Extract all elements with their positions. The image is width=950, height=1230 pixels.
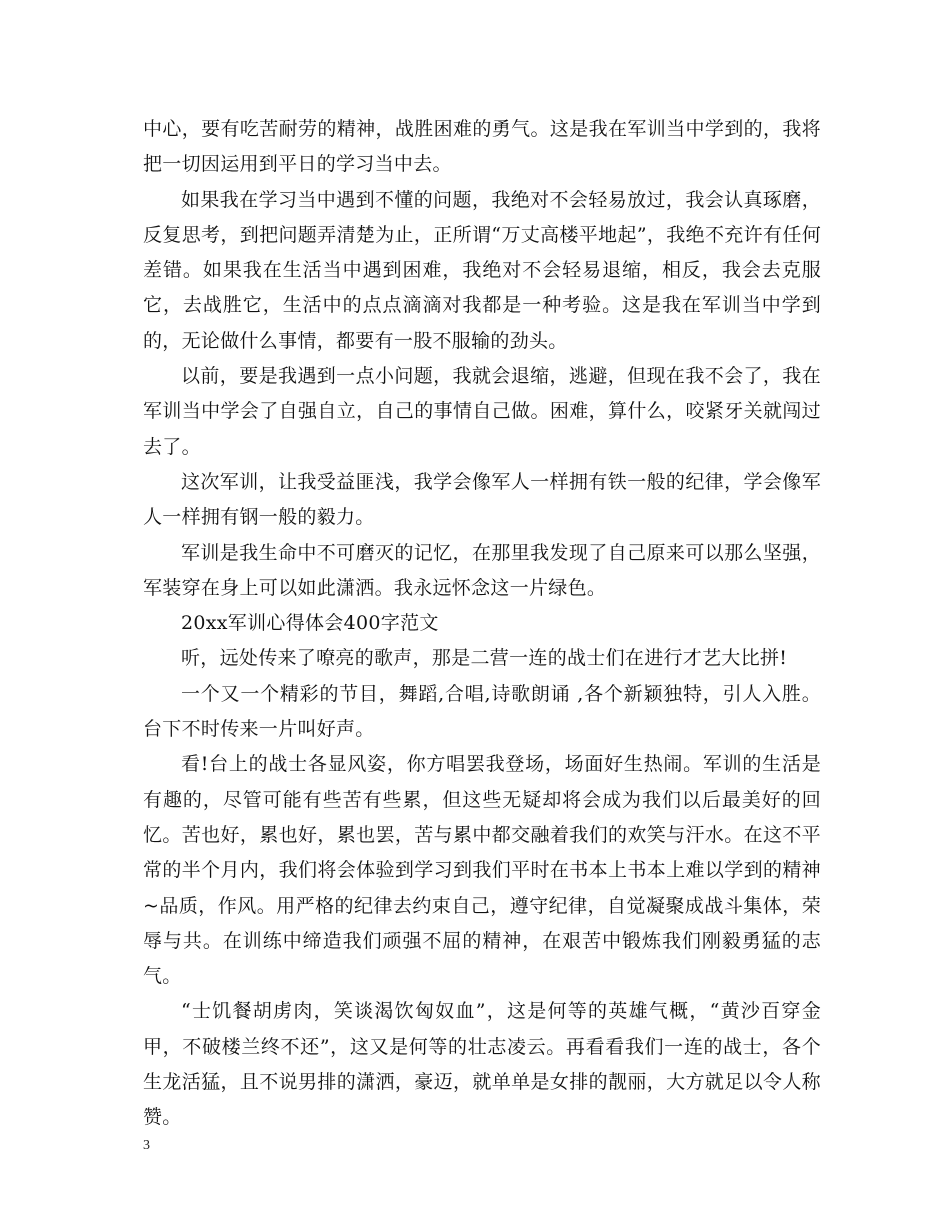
paragraph-3: 以前，要是我遇到一点小问题，我就会退缩，逃避，但现在我不会了，我在军训当中学会了自强自立，自己的事情自己做。困难，算什么，咬紧牙关就闯过去了。 [143,365,821,458]
document-body [143,112,821,1136]
paragraph-1: 中心，要有吃苦耐劳的精神，战胜困难的勇气。这是我在军训当中学到的，我将把一切因运用到平日的学习当中去。 [143,118,821,176]
section-heading: 20xx军训心得体会400字范文 [181,612,439,635]
page-number: 3 [143,1138,150,1153]
paragraph-4: 这次军训，让我受益匪浅，我学会像军人一样拥有铁一般的纪律，学会像军人一样拥有钢一般的毅力。 [143,470,821,529]
paragraph-7: 听，远处传来了嘹亮的歌声，那是二营一连的战士们在进行才艺大比拼! [181,647,788,670]
paragraph-9: 看!台上的战士各显风姿，你方唱罢我登场，场面好生热闹。军训的生活是有趣的，尽管可能有些苦有些累，但这些无疑却将会成为我们以后最美好的回忆。苦也好，累也好，累也罢，苦与累中都交融着我们的欢笑与汗水。在这不平常的半个月内，我们将会体验到学习到我们平时在书本上书本上难以学到的精神~品质，作风。用严格的纪律去约束自己，遵守纪律，自觉凝聚成战斗集体，荣辱与共。在训练中缔造我们顽强不屈的精神，在艰苦中锻炼我们刚毅勇猛的志气。 [143,753,821,988]
paragraph-5: 军训是我生命中不可磨灭的记忆，在那里我发现了自己原来可以那么坚强，军装穿在身上可以如此潇洒。我永远怀念这一片绿色。 [143,541,821,599]
paragraph-2: 如果我在学习当中遇到不懂的问题，我绝对不会轻易放过，我会认真琢磨，反复思考，到把问题弄清楚为止，正所谓“万丈高楼平地起”，我绝不充许有任何差错。如果我在生活当中遇到困难，我绝对不会轻易退缩，相反，我会去克服它，去战胜它，生活中的点点滴滴对我都是一种考验。这是我在军训当中学到的，无论做什么事情，都要有一股不服输的劲头。 [143,188,821,352]
paragraph-10: “士饥餐胡虏肉，笑谈渴饮匈奴血”，这是何等的英雄气概，“黄沙百穿金甲，不破楼兰终不还”，这又是何等的壮志凌云。再看看我们一连的战士，各个生龙活猛，且不说男排的潇洒，豪迈，就单单是女排的靓丽，大方就足以令人称赞。 [143,1000,821,1129]
paragraph-8: 一个又一个精彩的节目，舞蹈,合唱,诗歌朗诵 ,各个新颖独特，引人入胜。台下不时传来一片叫好声。 [143,682,821,741]
